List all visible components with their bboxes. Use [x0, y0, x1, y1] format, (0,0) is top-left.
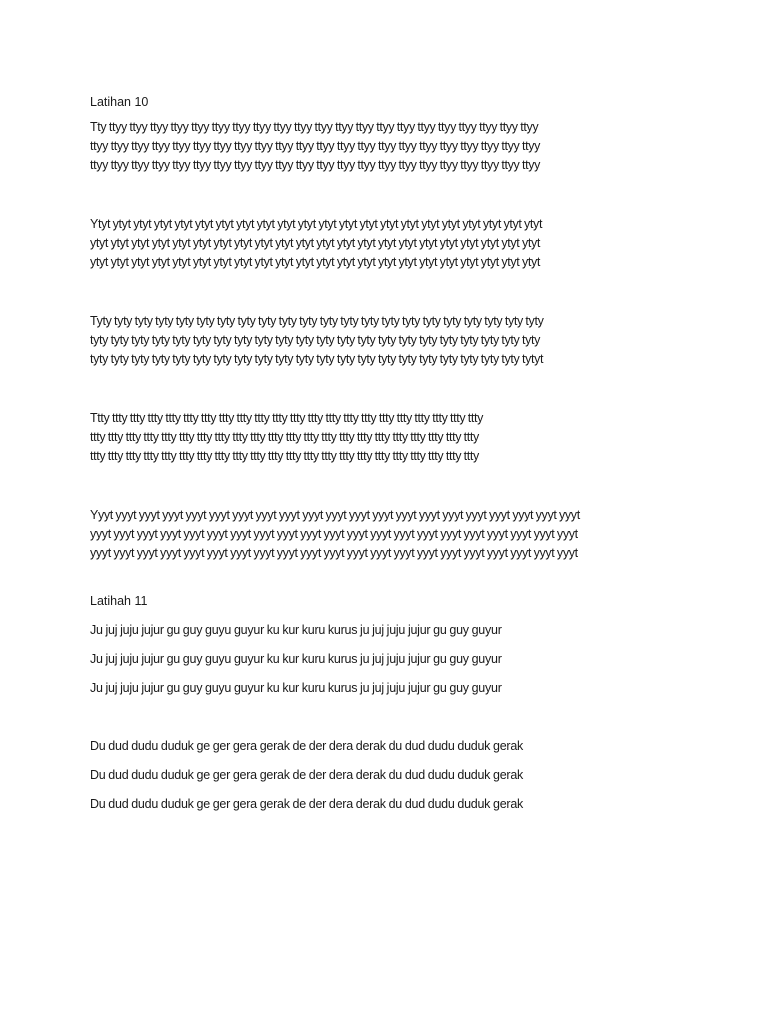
text-line: ttyy ttyy ttyy ttyy ttyy ttyy ttyy ttyy ttyy ttyy ttyy ttyy ttyy ttyy ttyy ttyy ttyy ttyy ttyy ttyy ttyy ttyy [90, 158, 540, 172]
section-title-latihah-11: Latihah 11 [90, 594, 148, 608]
text-line: tyty tyty tyty tyty tyty tyty tyty tyty tyty tyty tyty tyty tyty tyty tyty tyty tyty tyty tyty tyty tyty tyty [90, 333, 540, 347]
exercise-line-du: Du dud dudu duduk ge ger gera gerak de der dera derak du dud dudu duduk gerak [90, 768, 524, 782]
text-line: Tyty tyty tyty tyty tyty tyty tyty tyty tyty tyty tyty tyty tyty tyty tyty tyty tyty tyty tyty tyty tyty tyty [90, 314, 544, 328]
text-line: ytyt ytyt ytyt ytyt ytyt ytyt ytyt ytyt ytyt ytyt ytyt ytyt ytyt ytyt ytyt ytyt ytyt ytyt ytyt ytyt ytyt ytyt [90, 255, 540, 269]
exercise-line-ju: Ju juj juju jujur gu guy guyu guyur ku kur kuru kurus ju juj juju jujur gu guy guyur [90, 623, 502, 637]
exercise-line-ju: Ju juj juju jujur gu guy guyu guyur ku kur kuru kurus ju juj juju jujur gu guy guyur [90, 681, 502, 695]
text-line: Ttty ttty ttty ttty ttty ttty ttty ttty ttty ttty ttty ttty ttty ttty ttty ttty ttty ttty ttty ttty ttty ttty [90, 411, 484, 425]
text-line: ttty ttty ttty ttty ttty ttty ttty ttty ttty ttty ttty ttty ttty ttty ttty ttty ttty ttty ttty ttty ttty ttty [90, 449, 479, 463]
text-line: Ytyt ytyt ytyt ytyt ytyt ytyt ytyt ytyt ytyt ytyt ytyt ytyt ytyt ytyt ytyt ytyt ytyt ytyt ytyt ytyt ytyt ytyt [90, 217, 543, 231]
text-line: Yyyt yyyt yyyt yyyt yyyt yyyt yyyt yyyt yyyt yyyt yyyt yyyt yyyt yyyt yyyt yyyt yyyt yyyt yyyt yyyt yyyt [90, 508, 580, 522]
text-line: Tty ttyy ttyy ttyy ttyy ttyy ttyy ttyy ttyy ttyy ttyy ttyy ttyy ttyy ttyy ttyy ttyy ttyy ttyy ttyy ttyy ttyy [90, 120, 539, 134]
section-title-latihan-10: Latihan 10 [90, 95, 149, 109]
paragraph-yyyt [90, 506, 690, 563]
paragraph-ttty [90, 409, 690, 466]
paragraph-tyty [90, 312, 690, 369]
exercise-line-du: Du dud dudu duduk ge ger gera gerak de der dera derak du dud dudu duduk gerak [90, 739, 524, 753]
text-line: ttyy ttyy ttyy ttyy ttyy ttyy ttyy ttyy ttyy ttyy ttyy ttyy ttyy ttyy ttyy ttyy ttyy ttyy ttyy ttyy ttyy ttyy [90, 139, 540, 153]
text-line: yyyt yyyt yyyt yyyt yyyt yyyt yyyt yyyt yyyt yyyt yyyt yyyt yyyt yyyt yyyt yyyt yyyt yyyt yyyt yyyt yyyt [90, 546, 578, 560]
document-page [90, 94, 690, 825]
text-line: ytyt ytyt ytyt ytyt ytyt ytyt ytyt ytyt ytyt ytyt ytyt ytyt ytyt ytyt ytyt ytyt ytyt ytyt ytyt ytyt ytyt ytyt [90, 236, 540, 250]
paragraph-ytyt [90, 215, 690, 272]
text-line: ttty ttty ttty ttty ttty ttty ttty ttty ttty ttty ttty ttty ttty ttty ttty ttty ttty ttty ttty ttty ttty ttty [90, 430, 479, 444]
exercise-line-ju: Ju juj juju jujur gu guy guyu guyur ku kur kuru kurus ju juj juju jujur gu guy guyur [90, 652, 502, 666]
text-line: tyty tyty tyty tyty tyty tyty tyty tyty tyty tyty tyty tyty tyty tyty tyty tyty tyty tyty tyty tyty tyty tytyt [90, 352, 544, 366]
exercise-line-du: Du dud dudu duduk ge ger gera gerak de der dera derak du dud dudu duduk gerak [90, 797, 524, 811]
text-line: yyyt yyyt yyyt yyyt yyyt yyyt yyyt yyyt yyyt yyyt yyyt yyyt yyyt yyyt yyyt yyyt yyyt yyyt yyyt yyyt yyyt [90, 527, 578, 541]
paragraph-tty [90, 118, 690, 175]
